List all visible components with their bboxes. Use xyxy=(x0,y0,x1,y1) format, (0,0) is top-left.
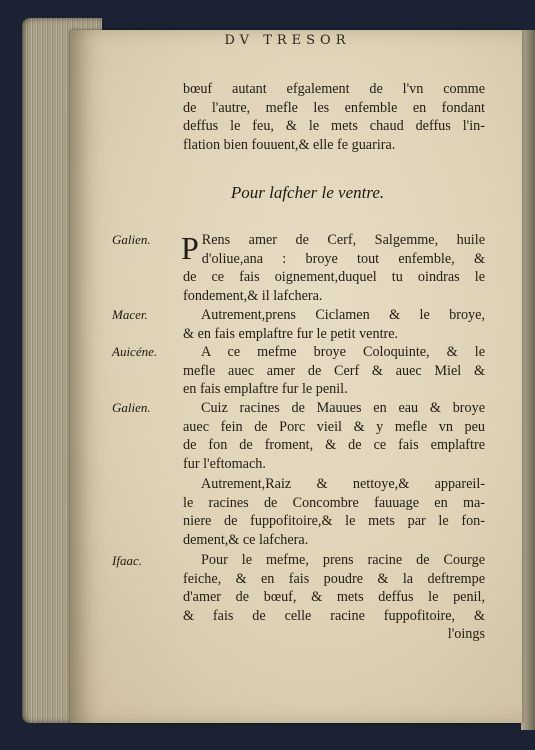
text-line: auec fein de Porc vieil & y mefle vn peu xyxy=(183,418,485,435)
text-line: le racines de Concombre fauuage en ma- xyxy=(183,494,485,511)
paragraph xyxy=(183,399,485,473)
text-line: deffus le feu, & le mets chaud deffus l'in- xyxy=(183,118,485,135)
text-line: Pour le mefme, prens racine de Courge xyxy=(201,552,485,568)
text-line: de ce fais oignement,duquel tu oindras le xyxy=(183,269,485,286)
text-line: fondement,& il lafchera. xyxy=(183,287,323,304)
text-line: feiche, & en fais poudre & la deftrempe xyxy=(183,570,485,587)
section-heading: Pour lafcher le ventre. xyxy=(230,183,385,202)
catchword: l'oings xyxy=(447,626,485,643)
paragraph xyxy=(183,231,485,305)
text-line: & fais de celle racine fuppofitoire, & xyxy=(183,607,485,624)
text-line: A ce mefme broye Coloquinte, & le xyxy=(201,344,485,360)
text-line: dement,& ce lafchera. xyxy=(183,531,309,548)
text-line: d'oliue,ana : broye tout enfemble, & xyxy=(201,250,485,267)
text-line: Autrement,Raiz & nettoye,& appareil- xyxy=(201,476,485,492)
intro-paragraph xyxy=(183,80,485,154)
paragraph xyxy=(183,551,485,644)
text-line: bœuf autant efgalement de l'vn comme xyxy=(183,81,485,97)
margin-author: Ifaac. xyxy=(112,553,142,568)
margin-author: Macer. xyxy=(112,307,148,322)
text-line: fur l'eftomach. xyxy=(183,455,266,472)
margin-author: Auicéne. xyxy=(112,344,158,359)
text-line: de fon de froment, & de ce fais emplaftre xyxy=(183,437,485,454)
running-head: DV TRESOR xyxy=(224,33,351,48)
text-line: de l'autre, mefle les enfemble en fondant xyxy=(183,99,485,116)
paragraph xyxy=(183,306,485,343)
margin-author: Galien. xyxy=(112,400,151,415)
text-line: niere de fuppofitoire,& le mets par le fon- xyxy=(183,513,485,530)
text-line: en fais emplaftre fur le penil. xyxy=(183,381,348,398)
text-line: mefle auec amer de Cerf & auec Miel & xyxy=(183,362,485,379)
text-line: Cuiz racines de Mauues en eau & broye xyxy=(201,400,485,416)
drop-cap: P xyxy=(181,230,199,266)
text-line: d'amer de bœuf, & mets deffus le penil, xyxy=(183,589,485,606)
paragraph xyxy=(183,475,485,549)
paragraph xyxy=(183,343,485,399)
text-line: flation bien fouuent,& elle fe guarira. xyxy=(183,136,396,153)
text-line: & en fais emplaftre fur le petit ventre. xyxy=(183,325,399,342)
text-line: Autrement,prens Ciclamen & le broye, xyxy=(201,307,485,323)
text-line: Rens amer de Cerf, Salgemme, huile xyxy=(201,232,485,248)
margin-author: Galien. xyxy=(112,232,151,247)
facing-page-edge xyxy=(521,30,535,730)
